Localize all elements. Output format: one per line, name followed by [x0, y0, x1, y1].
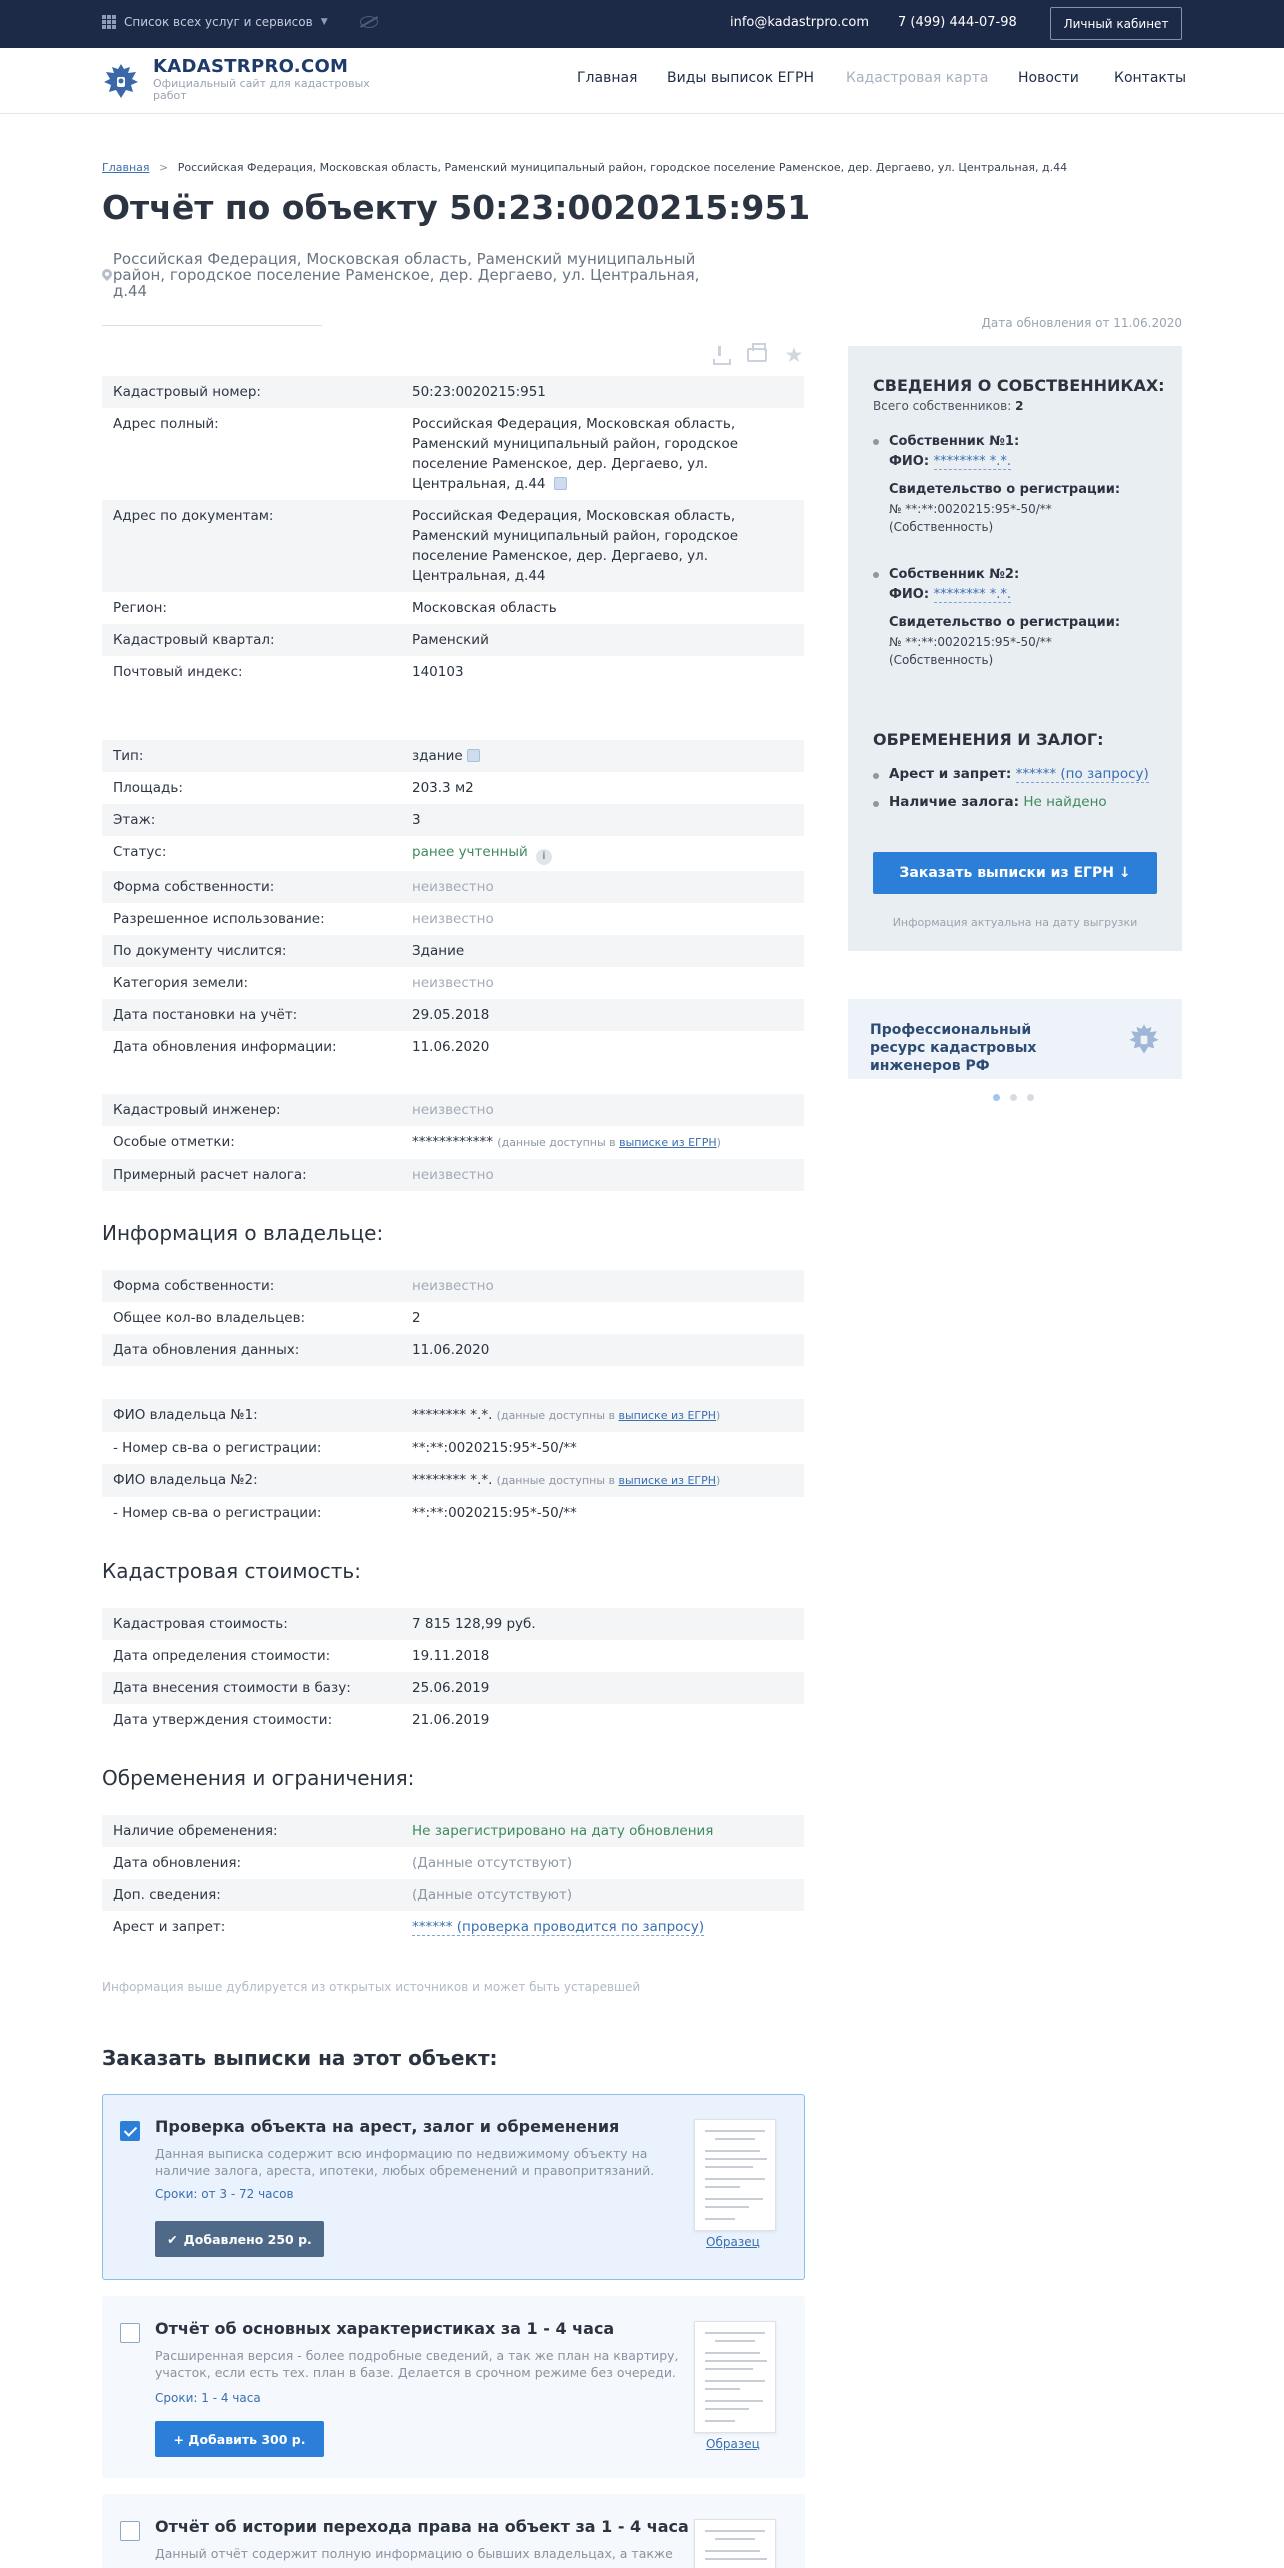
table-row — [102, 624, 804, 656]
row-label: - Номер св-ва о регистрации: — [113, 1505, 322, 1521]
masked-value: ************ — [412, 1134, 493, 1150]
egrn-note — [497, 1474, 721, 1487]
row-value: Раменский — [412, 632, 489, 648]
logo-title[interactable]: KADASTRPRO.COM — [153, 56, 349, 77]
arrest-request-link[interactable]: ****** (проверка проводится по запросу) — [412, 1919, 705, 1935]
table-row — [102, 376, 804, 408]
row-label: Общее кол-во владельцев: — [113, 1310, 306, 1326]
row-value — [412, 746, 804, 766]
cabinet-button[interactable]: Личный кабинет — [1050, 7, 1182, 40]
breadcrumb-current: Российская Федерация, Московская область, Раменский муниципальный район, городское поселение Раменское, дер. Дергаево, ул. Центральная, д.44 — [177, 161, 1068, 174]
row-value: 50:23:0020215:951 — [412, 384, 546, 400]
owner-heading: Собственник №1: — [889, 434, 1020, 449]
row-value: неизвестно — [412, 1167, 494, 1183]
cost-section-title: Кадастровая стоимость: — [102, 1559, 361, 1583]
note-prefix: (данные доступны в — [496, 1474, 619, 1487]
nav-cadastral-map[interactable]: Кадастровая карта — [846, 70, 989, 86]
extra-info-table — [102, 1094, 804, 1191]
table-row — [102, 1031, 804, 1063]
card-term: Сроки: 1 - 4 часа — [155, 2391, 261, 2405]
note-suffix: ) — [716, 1409, 721, 1422]
row-label: Кадастровый номер: — [113, 384, 261, 400]
nav-egrn-types[interactable]: Виды выписок ЕГРН — [667, 70, 814, 86]
owner-name: ******** *.*. — [412, 1472, 493, 1488]
breadcrumb-home[interactable]: Главная — [102, 161, 150, 174]
row-label: Дата утверждения стоимости: — [113, 1712, 333, 1728]
row-value: неизвестно — [412, 975, 494, 991]
row-label: Арест и запрет: — [113, 1919, 226, 1935]
table-row — [102, 1464, 804, 1497]
row-label: Кадастровый инженер: — [113, 1102, 281, 1118]
owners-list-table — [102, 1399, 804, 1529]
table-row — [102, 1126, 804, 1159]
row-label: Регион: — [113, 600, 167, 616]
row-label: Примерный расчет налога: — [113, 1167, 307, 1183]
added-button[interactable] — [155, 2221, 324, 2257]
table-row — [102, 1159, 804, 1191]
table-row — [102, 500, 804, 592]
note-prefix: (данные доступны в — [496, 1409, 619, 1422]
egrn-note — [497, 1136, 721, 1149]
table-row — [102, 1432, 804, 1464]
table-row — [102, 1399, 804, 1432]
table-row — [102, 656, 804, 688]
fio-label: ФИО: — [889, 587, 930, 602]
caret-down-icon: ▼ — [320, 17, 328, 27]
document-preview-icon[interactable] — [694, 2119, 776, 2231]
services-label: Список всех услуг и сервисов — [124, 15, 313, 29]
info-icon[interactable]: i — [536, 849, 552, 865]
owners-summary-panel — [848, 346, 1182, 951]
nav-contacts[interactable]: Контакты — [1114, 70, 1187, 86]
total-value: 2 — [1015, 399, 1024, 413]
row-label: ФИО владельца №2: — [113, 1472, 258, 1488]
row-label: Дата внесения стоимости в базу: — [113, 1680, 351, 1696]
owner-fio-link[interactable]: ******** *.*. — [933, 454, 1011, 469]
row-value: неизвестно — [412, 1278, 494, 1294]
row-label: Форма собственности: — [113, 1278, 275, 1294]
row-value: 7 815 128,99 руб. — [412, 1616, 536, 1632]
breadcrumb-separator: > — [159, 161, 169, 174]
carousel-dot[interactable] — [993, 1094, 1000, 1101]
row-value: Московская область — [412, 600, 557, 616]
row-label: Почтовый индекс: — [113, 664, 243, 680]
table-row — [102, 1334, 804, 1366]
egrn-link[interactable]: выписке из ЕГРН — [619, 1136, 717, 1149]
pledge-row — [873, 794, 1107, 810]
owner-fio — [889, 585, 1163, 605]
grid-icon — [102, 15, 116, 29]
card-description: Данный отчёт содержит полную информацию о бывших владельцах, а также — [155, 2546, 673, 2561]
table-row — [102, 1847, 804, 1879]
type-value: здание — [412, 748, 463, 764]
arrest-label: Арест и запрет: — [889, 766, 1012, 782]
table-row — [102, 1094, 804, 1126]
owner-section-title: Информация о владельце: — [102, 1221, 384, 1245]
row-value: 21.06.2019 — [412, 1712, 490, 1728]
row-value: неизвестно — [412, 1102, 494, 1118]
table-row — [102, 1672, 804, 1704]
order-checkbox[interactable] — [120, 2121, 140, 2141]
building-icon — [467, 749, 480, 762]
logo-subtitle: Официальный сайт для кадастровых работ — [153, 77, 370, 102]
row-label: Кадастровая стоимость: — [113, 1616, 288, 1632]
row-label: Адрес по документам: — [113, 508, 274, 524]
table-row — [102, 1270, 804, 1302]
row-value: 2 — [412, 1310, 421, 1326]
full-address-value: Российская Федерация, Московская область, Раменский муниципальный район, городское поселение Раменское, дер. Дергаево, ул. Центральная, д.44 — [412, 416, 739, 492]
nav-home[interactable]: Главная — [577, 70, 638, 86]
check-icon: ✔ — [167, 2231, 178, 2247]
card-term: Сроки: от 3 - 72 часов — [155, 2187, 294, 2201]
encumbrance-section-title: Обременения и ограничения: — [102, 1766, 415, 1790]
eagle-emblem-icon — [1126, 1021, 1162, 1057]
owner-entry — [873, 432, 1163, 536]
row-value: **:**:0020215:95*-50/** — [412, 1440, 577, 1456]
carousel-dot[interactable] — [1027, 1094, 1034, 1101]
row-value — [412, 414, 804, 494]
row-label: Доп. сведения: — [113, 1887, 221, 1903]
table-row — [102, 1608, 804, 1640]
row-value: 140103 — [412, 664, 464, 680]
nav-news[interactable]: Новости — [1018, 70, 1079, 86]
row-label: Статус: — [113, 844, 167, 860]
row-label: Дата постановки на учёт: — [113, 1007, 298, 1023]
promo-text: Профессиональный ресурс кадастровых инженеров РФ — [870, 1022, 1037, 1074]
sample-link[interactable]: Образец — [706, 2437, 760, 2451]
row-label: Дата обновления данных: — [113, 1342, 300, 1358]
row-label: Площадь: — [113, 780, 183, 796]
table-row — [102, 1640, 804, 1672]
row-label: Дата обновления информации: — [113, 1039, 337, 1055]
row-value: 11.06.2020 — [412, 1342, 490, 1358]
row-value — [412, 1470, 804, 1491]
encumbrance-title: ОБРЕМЕНЕНИЯ И ЗАЛОГ: — [873, 730, 1104, 749]
top-bar — [0, 0, 1284, 48]
table-row — [102, 1302, 804, 1334]
table-row — [102, 1815, 804, 1847]
owner-fio-link[interactable]: ******** *.*. — [933, 587, 1011, 602]
row-label: Кадастровый квартал: — [113, 632, 275, 648]
row-value: 203.3 м2 — [412, 780, 474, 796]
row-value: (Данные отсутствуют) — [412, 1887, 573, 1903]
note-suffix: ) — [716, 1474, 721, 1487]
button-label: Добавлено 250 р. — [183, 2231, 312, 2247]
note-prefix: (данные доступны в — [497, 1136, 620, 1149]
table-row — [102, 999, 804, 1031]
row-label: Особые отметки: — [113, 1134, 235, 1150]
bullet-icon — [873, 801, 879, 807]
table-row — [102, 1497, 804, 1529]
row-value: **:**:0020215:95*-50/** — [412, 1505, 577, 1521]
main-info-table — [102, 376, 804, 688]
table-row — [102, 903, 804, 935]
table-row — [102, 408, 804, 500]
table-row — [102, 967, 804, 999]
cert-type: (Собственность) — [889, 653, 994, 667]
services-menu[interactable] — [102, 15, 328, 29]
carousel-dots — [993, 1094, 1034, 1101]
row-value: 25.06.2019 — [412, 1680, 490, 1696]
card-title: Проверка объекта на арест, залог и обременения — [155, 2117, 620, 2136]
cert-type: (Собственность) — [889, 520, 994, 534]
row-value — [412, 842, 804, 865]
row-value — [412, 1132, 804, 1153]
table-row — [102, 592, 804, 624]
owner-info-table — [102, 1270, 804, 1366]
copy-icon[interactable] — [554, 477, 567, 490]
row-label: Разрешенное использование: — [113, 911, 325, 927]
row-label: ФИО владельца №1: — [113, 1407, 258, 1423]
card-title: Отчёт об истории перехода права на объект за 1 - 4 часа — [155, 2517, 689, 2536]
card-description: Данная выписка содержит всю информацию по недвижимому объекту на наличие залога, ареста, ипотеки, любых обременений и правопритязаний. — [155, 2146, 655, 2178]
cert-label: Свидетельство о регистрации: — [889, 615, 1121, 630]
row-value: Здание — [412, 943, 465, 959]
row-label: Наличие обременения: — [113, 1823, 278, 1839]
low-vision-icon[interactable] — [360, 16, 378, 28]
owners-total — [873, 399, 1023, 413]
row-label: Категория земели: — [113, 975, 249, 991]
table-row — [102, 740, 804, 772]
row-label: Адрес полный: — [113, 416, 219, 432]
star-icon[interactable]: ★ — [784, 343, 804, 367]
cert-number: № **:**:0020215:95*-50/** — [889, 502, 1052, 516]
eagle-emblem-icon — [100, 60, 142, 102]
table-row — [102, 935, 804, 967]
order-checkbox[interactable] — [120, 2521, 140, 2541]
cert-label: Свидетельство о регистрации: — [889, 482, 1121, 497]
bullet-icon — [873, 439, 879, 445]
phone-link[interactable]: 7 (499) 444-07-98 — [898, 15, 1017, 30]
row-value: 19.11.2018 — [412, 1648, 490, 1664]
card-title: Отчёт об основных характеристиках за 1 - 4 часа — [155, 2319, 615, 2338]
egrn-note — [497, 1409, 721, 1422]
row-value: 11.06.2020 — [412, 1039, 490, 1055]
carousel-dot[interactable] — [1010, 1094, 1017, 1101]
row-value: Российская Федерация, Московская область, Раменский муниципальный район, городское поселение Раменское, дер. Дергаево, ул. Центральная, д.44 — [412, 508, 739, 584]
row-value: 29.05.2018 — [412, 1007, 490, 1023]
row-label: Тип: — [113, 748, 144, 764]
table-row — [102, 871, 804, 903]
bullet-icon — [873, 572, 879, 578]
download-icon[interactable] — [710, 345, 730, 365]
row-value: (Данные отсутствуют) — [412, 1855, 573, 1871]
encumbrance-table — [102, 1815, 804, 1943]
fio-label: ФИО: — [889, 454, 930, 469]
object-info-table — [102, 740, 804, 1063]
site-header — [0, 48, 1284, 114]
egrn-link[interactable]: выписке из ЕГРН — [618, 1409, 717, 1422]
owner-heading: Собственник №2: — [889, 567, 1020, 582]
add-button[interactable]: + Добавить 300 р. — [155, 2421, 324, 2457]
egrn-link[interactable]: выписке из ЕГРН — [618, 1474, 717, 1487]
address-text: Российская Федерация, Московская область, Раменский муниципальный район, городское поселение Раменское, дер. Дергаево, ул. Центральная, д.44 — [112, 250, 700, 300]
actual-note: Информация актуальна на дату выгрузки — [892, 916, 1138, 929]
row-label: Форма собственности: — [113, 879, 275, 895]
row-value: неизвестно — [412, 911, 494, 927]
table-row — [102, 1704, 804, 1736]
disclaimer: Информация выше дублируется из открытых источников и может быть устаревшей — [102, 1980, 641, 1994]
order-section-title: Заказать выписки на этот объект: — [102, 2046, 498, 2070]
cost-table — [102, 1608, 804, 1736]
row-value: 3 — [412, 812, 421, 828]
sample-link[interactable]: Образец — [706, 2235, 760, 2249]
table-row — [102, 836, 804, 871]
row-value: неизвестно — [412, 879, 494, 895]
row-label: - Номер св-ва о регистрации: — [113, 1440, 322, 1456]
status-value: ранее учтенный — [412, 844, 528, 860]
bullet-icon — [873, 773, 879, 779]
table-row — [102, 1879, 804, 1911]
table-row — [102, 1911, 804, 1943]
row-label: Этаж: — [113, 812, 156, 828]
document-preview-icon[interactable] — [694, 2519, 776, 2568]
owner-fio — [889, 452, 1163, 472]
row-value — [412, 1917, 804, 1937]
arrest-row — [873, 766, 1149, 782]
pledge-label: Наличие залога: — [889, 794, 1020, 810]
owners-title: СВЕДЕНИЯ О СОБСТВЕННИКАХ: — [873, 376, 1165, 395]
order-card-main-characteristics[interactable] — [102, 2296, 805, 2478]
pledge-value: Не найдено — [1023, 794, 1107, 810]
object-address — [102, 251, 702, 299]
note-suffix: ) — [716, 1136, 721, 1149]
row-label: По документу числится: — [113, 943, 287, 959]
owner-entry — [873, 565, 1163, 669]
row-value — [412, 1405, 804, 1426]
email-link[interactable]: info@kadastrpro.com — [730, 15, 870, 30]
print-icon[interactable] — [747, 348, 767, 362]
breadcrumb — [102, 161, 1067, 174]
divider — [102, 325, 322, 326]
row-label: Дата определения стоимости: — [113, 1648, 331, 1664]
promo-banner[interactable] — [848, 999, 1182, 1079]
card-description: Расширенная версия - более подробные сведений, а так же план на квартиру, участок, если есть тех. план в базе. Делается в срочном режиме без очереди. — [155, 2348, 679, 2380]
update-date: Дата обновления от 11.06.2020 — [981, 316, 1182, 330]
map-pin-icon — [102, 269, 107, 283]
table-row — [102, 804, 804, 836]
arrest-link[interactable]: ****** (по запросу) — [1015, 766, 1149, 782]
page-title: Отчёт по объекту 50:23:0020215:951 — [102, 188, 811, 227]
owner-name: ******** *.*. — [412, 1407, 493, 1423]
total-label: Всего собственников: — [873, 399, 1012, 413]
order-card-arrest-check[interactable] — [102, 2094, 805, 2280]
order-checkbox[interactable] — [120, 2323, 140, 2343]
cert-number: № **:**:0020215:95*-50/** — [889, 635, 1052, 649]
document-preview-icon[interactable] — [694, 2321, 776, 2433]
row-value: Не зарегистрировано на дату обновления — [412, 1823, 714, 1839]
order-card-rights-history[interactable] — [102, 2494, 805, 2568]
row-label: Дата обновления: — [113, 1855, 242, 1871]
order-extracts-button[interactable]: Заказать выписки из ЕГРН ↓ — [873, 852, 1157, 894]
table-row — [102, 772, 804, 804]
